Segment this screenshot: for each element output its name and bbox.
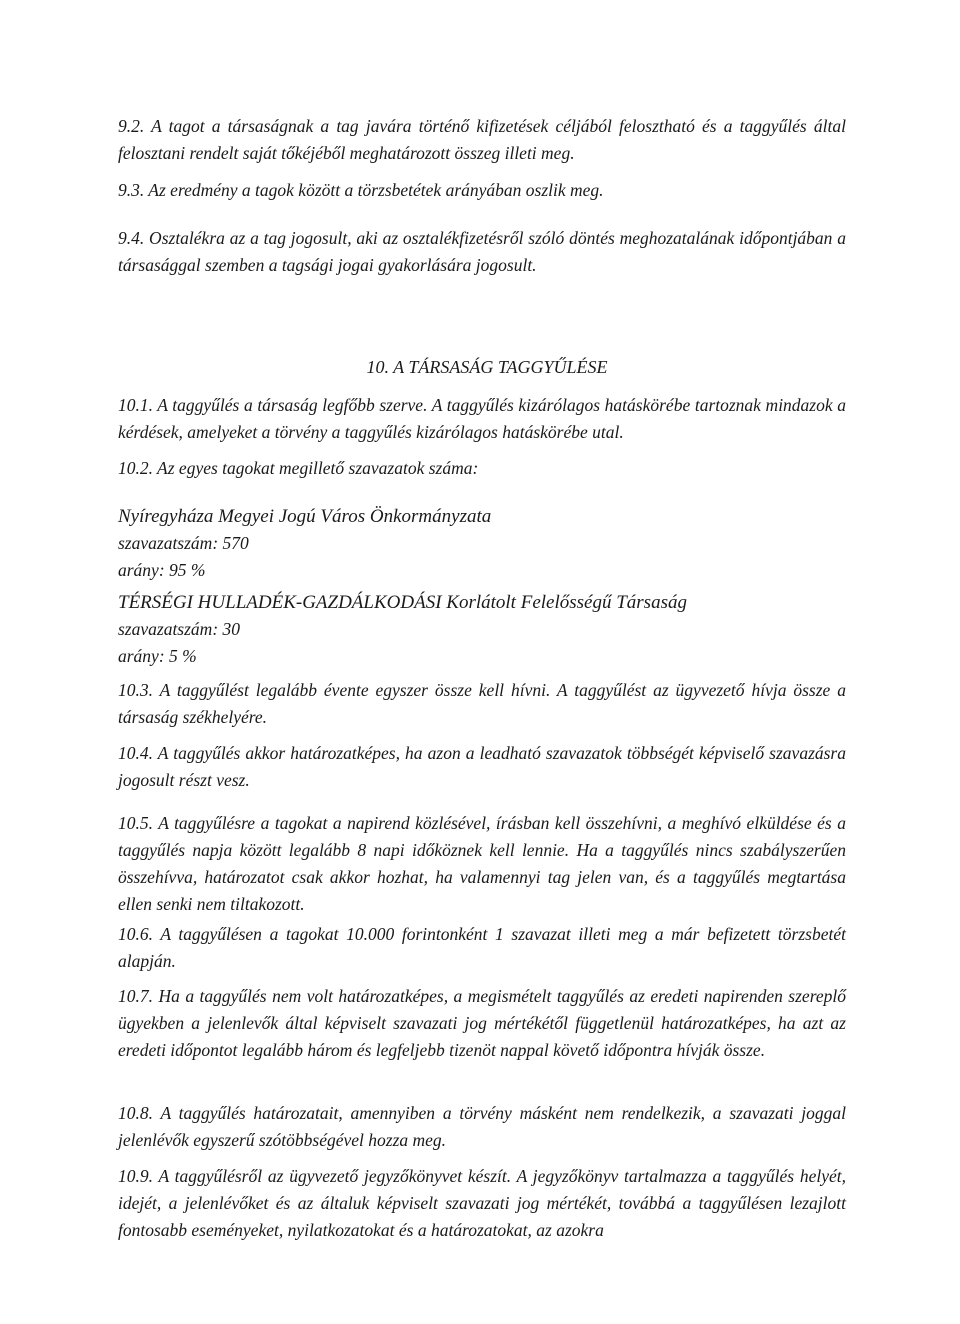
section-9-4: 9.4. Osztalékra az a tag jogosult, aki az osztalékfizetésről szóló döntés meghozatalának időpontjában a társasággal szemben a tagsági jogai gyakorlására jogosult. <box>118 228 846 275</box>
section-10-9: 10.9. A taggyűlésről az ügyvezető jegyzőkönyvet készít. A jegyzőkönyv tartalmazza a taggyűlés helyét, idejét, a jelenlévőket és az általuk képviselt szavazati jog mértékét, továbbá a taggyűlésen lezajlott fontosabb eseményeket, nyilatkozatokat és a határozatokat, az azokra <box>118 1166 846 1240</box>
section-10-2: 10.2. Az egyes tagokat megillető szavazatok száma: <box>118 458 479 478</box>
section-9-2: 9.2. A tagot a társaságnak a tag javára történő kifizetések céljából felosztható és a taggyűlés által felosztani rendelt saját tőkéjéből meghatározott összeg illeti meg. <box>118 116 846 163</box>
member-ratio: arány: 5 % <box>118 646 197 666</box>
section-10-8: 10.8. A taggyűlés határozatait, amennyiben a törvény másként nem rendelkezik, a szavazati joggal jelenlévők egyszerű szótöbbségével hozza meg. <box>118 1103 846 1150</box>
section-9-3: 9.3. Az eredmény a tagok között a törzsbetétek arányában oszlik meg. <box>118 180 604 200</box>
member-block-1 <box>118 503 846 584</box>
section-10-5: 10.5. A taggyűlésre a tagokat a napirend közlésével, írásban kell összehívni, a meghívó elküldése és a taggyűlés napja között legalább 8 napi időköznek kell lennie. Ha a taggyűlés nincs szabályszerűen összehívva, határozatot csak akkor hozhat, ha valamennyi tag jelen van, és a taggyűlés megtartása ellen senki nem tiltakozott. <box>118 813 846 914</box>
member-block-2 <box>118 589 846 670</box>
section-10-4: 10.4. A taggyűlés akkor határozatképes, ha azon a leadható szavazatok többségét képviselő szavazásra jogosult részt vesz. <box>118 743 846 790</box>
section-10-6: 10.6. A taggyűlésen a tagokat 10.000 forintonként 1 szavazat illeti meg a már befizetett törzsbetét alapján. <box>118 924 846 971</box>
member-name: TÉRSÉGI HULLADÉK-GAZDÁLKODÁSI Korlátolt Felelősségű Társaság <box>118 592 687 613</box>
member-ratio: arány: 95 % <box>118 560 206 580</box>
member-votes: szavazatszám: 30 <box>118 619 241 639</box>
member-votes: szavazatszám: 570 <box>118 533 249 553</box>
section-10-1: 10.1. A taggyűlés a társaság legfőbb szerve. A taggyűlés kizárólagos hatáskörébe tartoznak mindazok a kérdések, amelyeket a törvény a taggyűlés kizárólagos hatáskörébe utal. <box>118 395 846 442</box>
section-10-3: 10.3. A taggyűlést legalább évente egyszer össze kell hívni. A taggyűlést az ügyvezető hívja össze a társaság székhelyére. <box>118 680 846 727</box>
section-10-7: 10.7. Ha a taggyűlés nem volt határozatképes, a megismételt taggyűlés az eredeti napirenden szereplő ügyekben a jelenlevők által képviselt szavazati jog mértékétől függetlenül határozatképes, ha azt az eredeti időpontot legalább három és legfeljebb tizenöt nappal követő időpontra hívják össze. <box>118 986 846 1060</box>
member-name: Nyíregyháza Megyei Jogú Város Önkormányzata <box>118 506 492 527</box>
chapter-heading: 10. A TÁRSASÁG TAGGYŰLÉSE <box>366 357 608 377</box>
